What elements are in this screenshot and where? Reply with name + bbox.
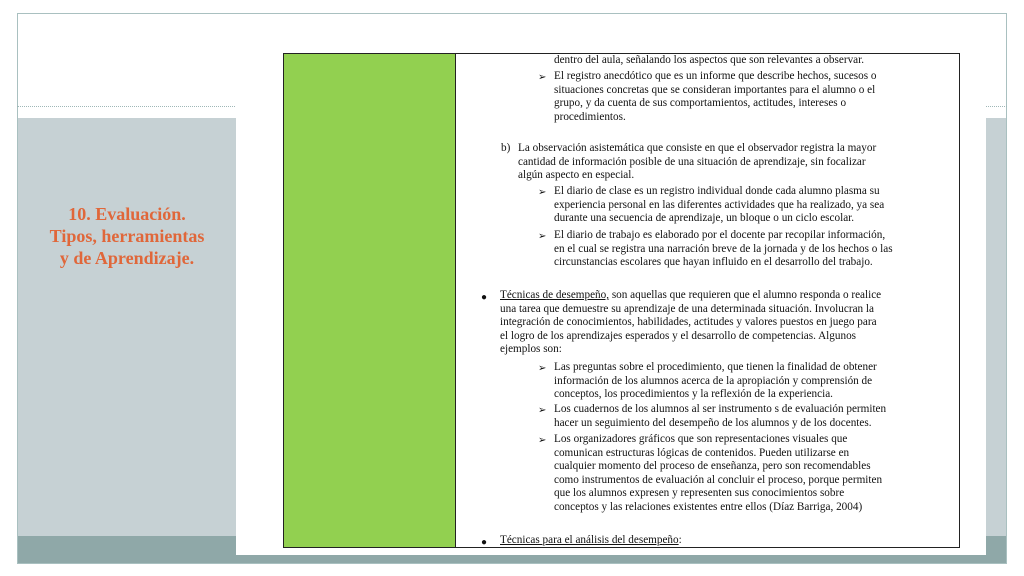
b-label: b): [501, 142, 511, 154]
list-item-diario-trabajo: El diario de trabajo es elaborado por el docente par recopilar información, en el cual se registra una narración breve de la jornada y de los hechos o las circunstancias escolares que hayan influido en el desarrollo del trabajo.: [554, 229, 893, 269]
arrow-bullet-icon: ➢: [538, 405, 547, 416]
arrow-bullet-icon: ➢: [538, 72, 547, 83]
arrow-bullet-icon: ➢: [538, 363, 547, 374]
arrow-bullet-icon: ➢: [538, 187, 547, 198]
desempeno-heading: Técnicas de desempeño,: [500, 289, 610, 301]
arrow-bullet-icon: ➢: [538, 435, 547, 446]
slide-title-line-1: 10. Evaluación.: [68, 204, 186, 224]
list-item-preguntas: Las preguntas sobre el procedimiento, que tienen la finalidad de obtener información de los alumnos acerca de la apropiación y comprensión de conceptos, los procedimientos y la reflexión de la experiencia.: [554, 361, 877, 401]
slide-title-line-2: Tipos, herramientas: [49, 226, 205, 246]
slide-title-line-3: y de Aprendizaje.: [59, 248, 195, 268]
text-line: dentro del aula, señalando los aspectos que son relevantes a observar.: [554, 54, 865, 66]
right-accent-strip: [985, 118, 1006, 536]
analisis-heading-line: Técnicas para el análisis del desempeño:: [500, 534, 682, 546]
b-paragraph: La observación asistemática que consiste en que el observador registra la mayor cantidad de información posible de una situación de aprendizaje, sin focalizar algún aspecto en especial.: [518, 142, 877, 182]
list-item-organizadores: Los organizadores gráficos que son representaciones visuales que comunican estructuras lógicas de contenidos. Pueden utilizarse en cualquier momento del proceso de enseñanza, pero son recomendables como instrumentos de evaluación al concluir el proceso, porque permiten que los alumnos expresen y representen sus conocimientos sobre conceptos y las relaciones existentes entre ellos (Díaz Barriga, 2004): [554, 433, 883, 513]
title-panel: [18, 118, 236, 536]
document-table: [283, 53, 960, 548]
list-item-anecdotico: El registro anecdótico que es un informe que describe hechos, sucesos o situaciones concretas que se consideran importantes para el alumno o el grupo, y da cuenta de sus comportamientos, actitudes, intereses o procedimientos.: [554, 70, 877, 123]
table-content: [457, 54, 959, 547]
green-column: [284, 54, 456, 547]
list-item-cuadernos: Los cuadernos de los alumnos al ser instrumento s de evaluación permiten hacer un seguimiento del desempeño de los alumnos y de los docentes.: [554, 403, 887, 429]
bullet-icon: ●: [481, 292, 488, 303]
analisis-heading: Técnicas para el análisis del desempeño: [500, 534, 679, 546]
list-item-diario-clase: El diario de clase es un registro individual donde cada alumno plasma su experiencia personal en las diferentes actividades que ha realizado, ya sea durante una secuencia de aprendizaje, un bloque o un ciclo escolar.: [554, 185, 885, 225]
desempeno-paragraph: Técnicas de desempeño, son aquellas que requieren que el alumno responda o realice una tarea que demuestre su aprendizaje de una determinada situación. Involucran la integración de conocimientos, habilidades, actitudes y valores puestos en juego para el logro de los aprendizajes esperados y el desarrollo de competencias. Algunos ejemplos son:: [500, 289, 882, 356]
slide-title: [18, 203, 236, 269]
arrow-bullet-icon: ➢: [538, 231, 547, 242]
bullet-icon: ●: [481, 537, 488, 547]
